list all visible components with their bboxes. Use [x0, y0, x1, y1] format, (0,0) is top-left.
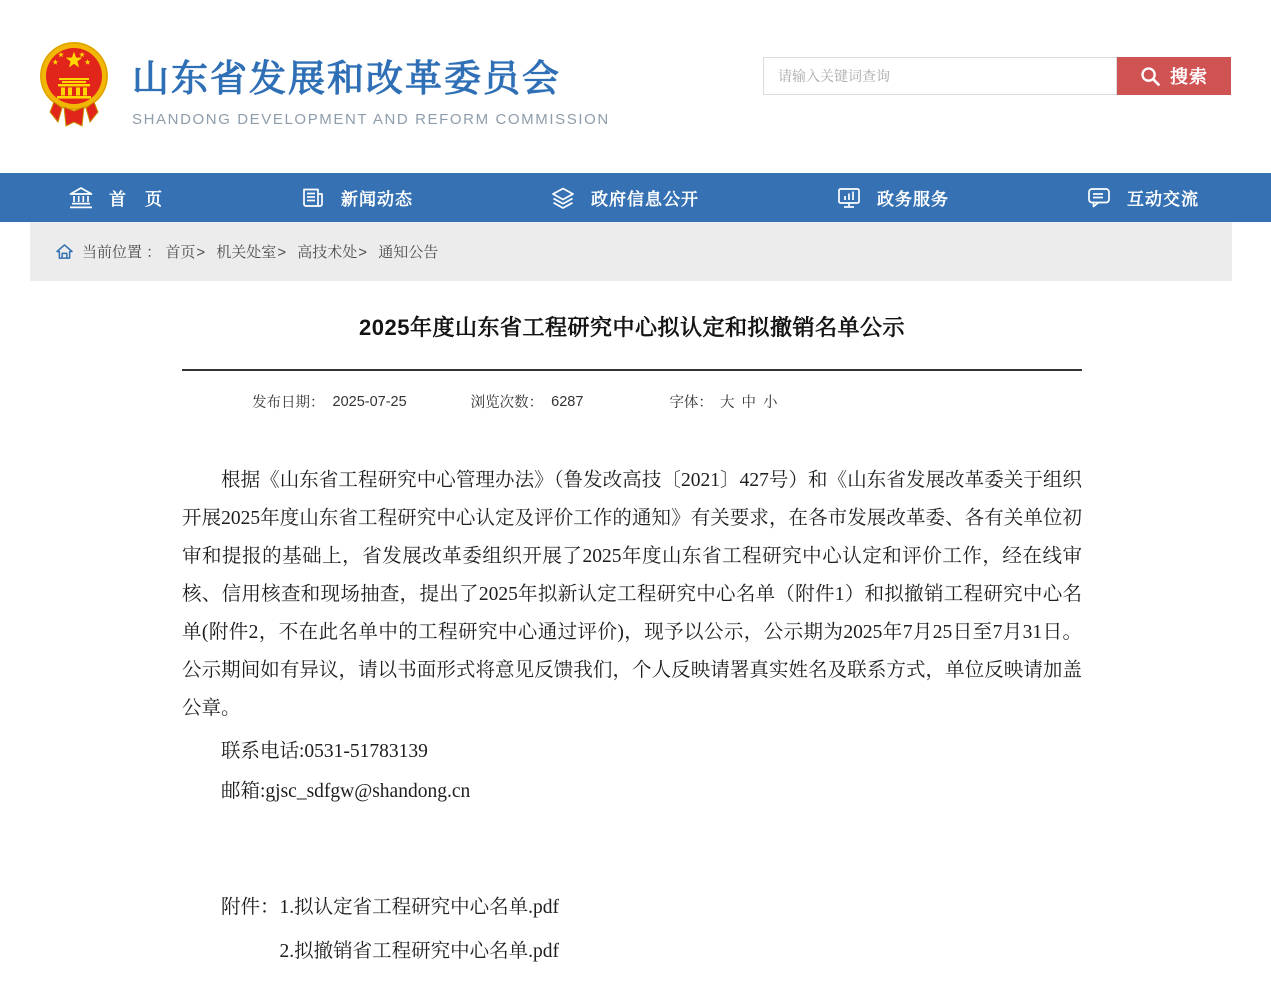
article-meta: [182, 391, 1082, 412]
contact-email: 邮箱:gjsc_sdfgw@shandong.cn: [221, 781, 471, 802]
breadcrumb-row: [0, 222, 1271, 281]
search-button[interactable]: [1117, 57, 1231, 95]
nav-item-label: 政务服务: [877, 190, 949, 209]
attachments: [182, 886, 1082, 974]
article-title: 2025年度山东省工程研究中心拟认定和拟撤销名单公示: [359, 315, 905, 340]
publish-date-value: 2025-07-25: [332, 393, 407, 410]
nav-item-interaction[interactable]: [1086, 185, 1199, 211]
attachment-link-1[interactable]: 1.拟认定省工程研究中心名单.pdf: [279, 897, 560, 918]
breadcrumb-separator: >: [277, 244, 287, 261]
contact-phone: 联系电话:0531-51783139: [221, 741, 428, 762]
home-icon: [56, 244, 73, 259]
font-size-medium-button[interactable]: 中: [741, 395, 756, 411]
search-button-label: 搜索: [1170, 67, 1208, 87]
breadcrumb-separator: >: [358, 244, 368, 261]
monitor-chart-icon: [836, 185, 862, 211]
nav-item-services[interactable]: [836, 185, 949, 211]
font-size-small-button[interactable]: 小: [762, 395, 778, 411]
attachment-link-2[interactable]: 2.拟撤销省工程研究中心名单.pdf: [279, 941, 560, 962]
publish-date-label: 发布日期：: [252, 395, 325, 411]
font-size-large-button[interactable]: 大: [719, 395, 735, 411]
breadcrumb-label: 当前位置 ：: [82, 244, 162, 261]
article-paragraph: 根据《山东省工程研究中心管理办法》（鲁发改高技〔2021〕427号）和《山东省发展改革委关于组织开展2025年度山东省工程研究中心认定及评价工作的通知》有关要求，在各市发展改革委、各有关单位初审和提报的基础上，省发展改革委组织开展了2025年度山东省工程研究中心认定和评价工作，经在线审核、信用核查和现场抽查，提出了2025年拟新认定工程研究中心名单（附件1）和拟撤销工程研究中心名单(附件2，不在此名单中的工程研究中心通过评价)，现予以公示，公示期为2025年7月25日至7月31日。公示期间如有异议，请以书面形式将意见反馈我们，个人反映请署真实姓名及联系方式，单位反映请加盖公章。: [182, 470, 1082, 719]
title-divider: [182, 369, 1082, 371]
font-size-label: 字体：: [669, 395, 713, 411]
breadcrumb-item-home[interactable]: 首页: [165, 244, 196, 261]
layers-icon: [550, 185, 576, 211]
publish-date: [252, 391, 407, 412]
nav-item-label: 政府信息公开: [591, 190, 699, 209]
site-title: 山东省发展和改革委员会: [132, 58, 561, 99]
article: [182, 311, 1082, 974]
national-emblem-logo: [38, 38, 110, 130]
news-icon: [300, 185, 326, 211]
breadcrumb: [30, 222, 1232, 281]
nav-item-label: 新闻动态: [341, 190, 413, 209]
breadcrumb-separator: >: [196, 244, 206, 261]
site-header: [0, 0, 1271, 173]
nav-item-label: 互动交流: [1127, 190, 1199, 209]
brand: [38, 38, 610, 130]
attachments-label: 附件：: [221, 897, 280, 918]
nav-item-gov-info[interactable]: [550, 185, 699, 211]
nav-item-home[interactable]: [68, 185, 163, 211]
brand-text: [132, 38, 610, 128]
view-count-label: 浏览次数：: [470, 395, 544, 411]
breadcrumb-item-hightech[interactable]: 高技术处: [297, 244, 358, 261]
nav-item-label: 首 页: [109, 190, 163, 209]
search-bar: [763, 57, 1231, 95]
chat-icon: [1086, 185, 1112, 211]
site-subtitle: SHANDONG DEVELOPMENT AND REFORM COMMISSION: [132, 111, 610, 128]
bank-icon: [68, 185, 94, 211]
main-nav: [0, 173, 1271, 222]
search-icon: [1140, 66, 1161, 87]
view-count: [471, 391, 584, 412]
view-count-value: 6287: [551, 393, 584, 410]
search-input[interactable]: [763, 57, 1117, 95]
contact-block: [182, 732, 1082, 812]
nav-item-news[interactable]: [300, 185, 413, 211]
breadcrumb-item-departments[interactable]: 机关处室: [216, 244, 277, 261]
breadcrumb-item-notices[interactable]: 通知公告: [378, 244, 439, 261]
attachment-list: [280, 886, 560, 974]
font-size-control: [669, 391, 777, 412]
breadcrumb-text: [82, 241, 438, 262]
